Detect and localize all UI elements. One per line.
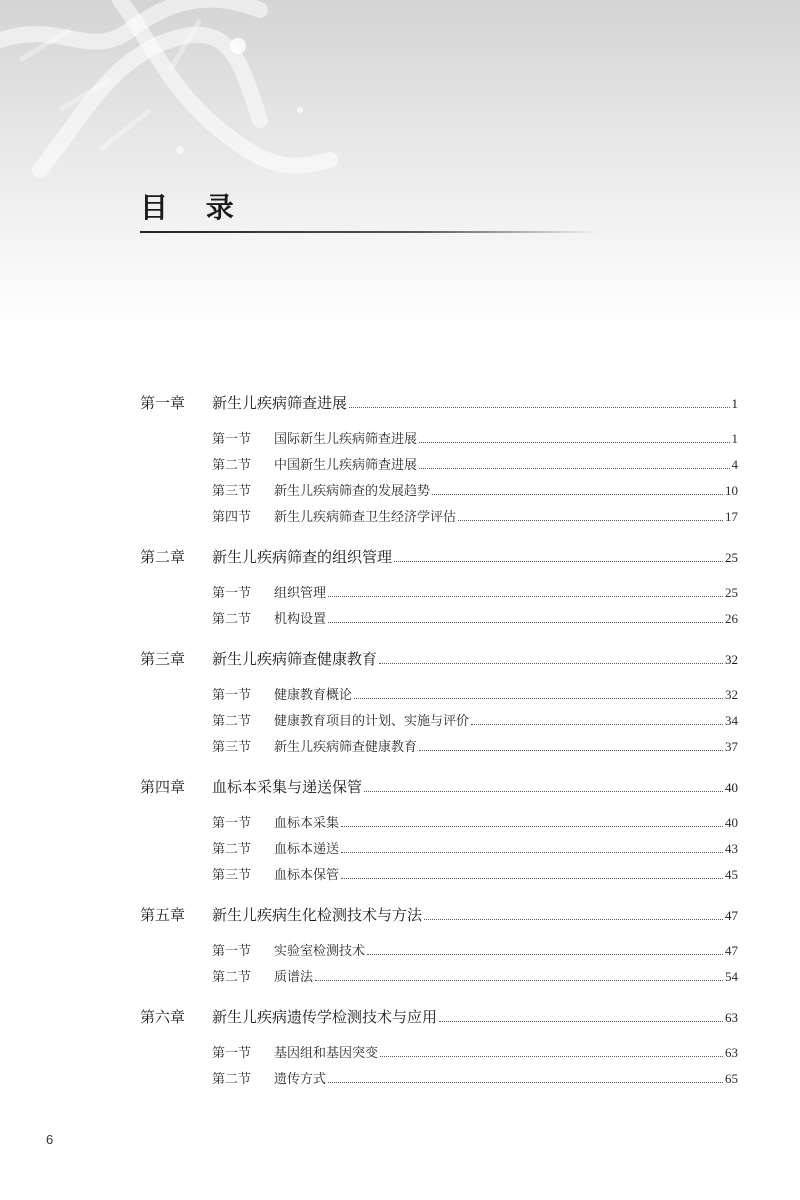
- section-number: 第一节: [212, 688, 252, 703]
- section-title: 血标本递送: [274, 842, 340, 857]
- page-title: 目 录: [140, 191, 248, 224]
- section-page-number: 43: [725, 841, 738, 856]
- toc-section-row[interactable]: [212, 940, 738, 966]
- toc-section-row[interactable]: [212, 1068, 738, 1094]
- toc-section-row[interactable]: [212, 838, 738, 864]
- section-page-number: 4: [731, 457, 738, 472]
- chapter-title: 血标本采集与递送保管: [212, 778, 363, 796]
- dot-leader: [439, 1021, 723, 1022]
- section-number: 第一节: [212, 944, 252, 959]
- section-list: [140, 428, 738, 532]
- section-number: 第三节: [212, 484, 252, 499]
- section-page-number: 26: [725, 611, 738, 626]
- dot-leader: [341, 826, 723, 827]
- section-page-number: 37: [725, 739, 738, 754]
- section-list: [140, 940, 738, 992]
- dot-leader: [471, 724, 723, 725]
- dot-leader: [341, 878, 723, 879]
- section-number: 第二节: [212, 612, 252, 627]
- toc-section-row[interactable]: [212, 428, 738, 454]
- chapter-number: 第四章: [140, 778, 186, 796]
- section-page-number: 63: [725, 1045, 738, 1060]
- toc-section-row[interactable]: [212, 710, 738, 736]
- section-number: 第四节: [212, 510, 252, 525]
- dot-leader: [419, 468, 729, 469]
- section-number: 第三节: [212, 740, 252, 755]
- dot-leader: [394, 561, 723, 562]
- section-page-number: 32: [725, 687, 738, 702]
- chapter-number: 第一章: [140, 394, 186, 412]
- section-page-number: 47: [725, 943, 738, 958]
- section-number: 第一节: [212, 432, 252, 447]
- section-number: 第二节: [212, 1072, 252, 1087]
- toc-section-row[interactable]: [212, 454, 738, 480]
- section-number: 第二节: [212, 714, 252, 729]
- section-title: 遗传方式: [274, 1072, 327, 1087]
- dot-leader: [432, 494, 723, 495]
- chapter-title: 新生儿疾病遗传学检测技术与应用: [212, 1008, 438, 1026]
- dot-leader: [367, 954, 723, 955]
- chapter-page-number: 47: [725, 908, 738, 923]
- chapter-page-number: 40: [725, 780, 738, 795]
- chapter-page-number: 63: [725, 1010, 738, 1025]
- section-list: [140, 684, 738, 762]
- section-page-number: 45: [725, 867, 738, 882]
- dot-leader: [328, 1082, 723, 1083]
- section-number: 第二节: [212, 458, 252, 473]
- section-title: 机构设置: [274, 612, 327, 627]
- dna-helix-decoration: [0, 0, 800, 330]
- section-title: 中国新生儿疾病筛查进展: [274, 458, 418, 473]
- section-title: 健康教育概论: [274, 688, 353, 703]
- chapter-page-number: 25: [725, 550, 738, 565]
- dot-leader: [380, 1056, 723, 1057]
- section-page-number: 1: [731, 431, 738, 446]
- dot-leader: [341, 852, 723, 853]
- toc-section-row[interactable]: [212, 506, 738, 532]
- toc-section-row[interactable]: [212, 608, 738, 634]
- section-number: 第二节: [212, 970, 252, 985]
- toc-section-row[interactable]: [212, 864, 738, 890]
- toc-chapter-row[interactable]: [140, 392, 738, 418]
- toc-chapter-row[interactable]: [140, 904, 738, 930]
- section-number: 第一节: [212, 586, 252, 601]
- header-background: [0, 0, 800, 330]
- dot-leader: [419, 442, 729, 443]
- dot-leader: [328, 596, 723, 597]
- chapter-number: 第五章: [140, 906, 186, 924]
- chapter-title: 新生儿疾病生化检测技术与方法: [212, 906, 423, 924]
- dot-leader: [379, 663, 723, 664]
- section-title: 新生儿疾病筛查卫生经济学评估: [274, 510, 457, 525]
- toc-chapter-row[interactable]: [140, 1006, 738, 1032]
- toc-section-row[interactable]: [212, 966, 738, 992]
- section-title: 实验室检测技术: [274, 944, 366, 959]
- toc-section-row[interactable]: [212, 582, 738, 608]
- section-list: [140, 812, 738, 890]
- toc-chapter-row[interactable]: [140, 648, 738, 674]
- dot-leader: [315, 980, 723, 981]
- section-title: 新生儿疾病筛查健康教育: [274, 740, 418, 755]
- chapter-number: 第二章: [140, 548, 186, 566]
- toc-chapter-row[interactable]: [140, 546, 738, 572]
- page-number: 6: [46, 1132, 54, 1147]
- section-title: 基因组和基因突变: [274, 1046, 379, 1061]
- section-title: 血标本采集: [274, 816, 340, 831]
- toc-section-row[interactable]: [212, 684, 738, 710]
- section-page-number: 10: [725, 483, 738, 498]
- table-of-contents: [140, 392, 738, 1108]
- section-title: 健康教育项目的计划、实施与评价: [274, 714, 470, 729]
- dot-leader: [328, 622, 723, 623]
- section-title: 国际新生儿疾病筛查进展: [274, 432, 418, 447]
- chapter-title: 新生儿疾病筛查的组织管理: [212, 548, 393, 566]
- section-page-number: 54: [725, 969, 738, 984]
- chapter-title: 新生儿疾病筛查进展: [212, 394, 348, 412]
- section-number: 第三节: [212, 868, 252, 883]
- toc-section-row[interactable]: [212, 480, 738, 506]
- section-page-number: 65: [725, 1071, 738, 1086]
- section-title: 新生儿疾病筛查的发展趋势: [274, 484, 431, 499]
- title-underline: [140, 231, 600, 233]
- toc-section-row[interactable]: [212, 812, 738, 838]
- section-list: [140, 1042, 738, 1094]
- dot-leader: [419, 750, 723, 751]
- chapter-title: 新生儿疾病筛查健康教育: [212, 650, 378, 668]
- section-title: 组织管理: [274, 586, 327, 601]
- section-list: [140, 582, 738, 634]
- dot-leader: [364, 791, 723, 792]
- section-page-number: 34: [725, 713, 738, 728]
- section-title: 血标本保管: [274, 868, 340, 883]
- chapter-number: 第三章: [140, 650, 186, 668]
- section-number: 第一节: [212, 816, 252, 831]
- dot-leader: [458, 520, 723, 521]
- section-page-number: 40: [725, 815, 738, 830]
- section-number: 第一节: [212, 1046, 252, 1061]
- dot-leader: [424, 919, 723, 920]
- section-number: 第二节: [212, 842, 252, 857]
- section-page-number: 25: [725, 585, 738, 600]
- toc-chapter-row[interactable]: [140, 776, 738, 802]
- dot-leader: [349, 407, 729, 408]
- chapter-number: 第六章: [140, 1008, 186, 1026]
- dot-leader: [354, 698, 723, 699]
- section-title: 质谱法: [274, 970, 314, 985]
- toc-section-row[interactable]: [212, 1042, 738, 1068]
- section-page-number: 17: [725, 509, 738, 524]
- chapter-page-number: 1: [731, 396, 738, 411]
- toc-section-row[interactable]: [212, 736, 738, 762]
- chapter-page-number: 32: [725, 652, 738, 667]
